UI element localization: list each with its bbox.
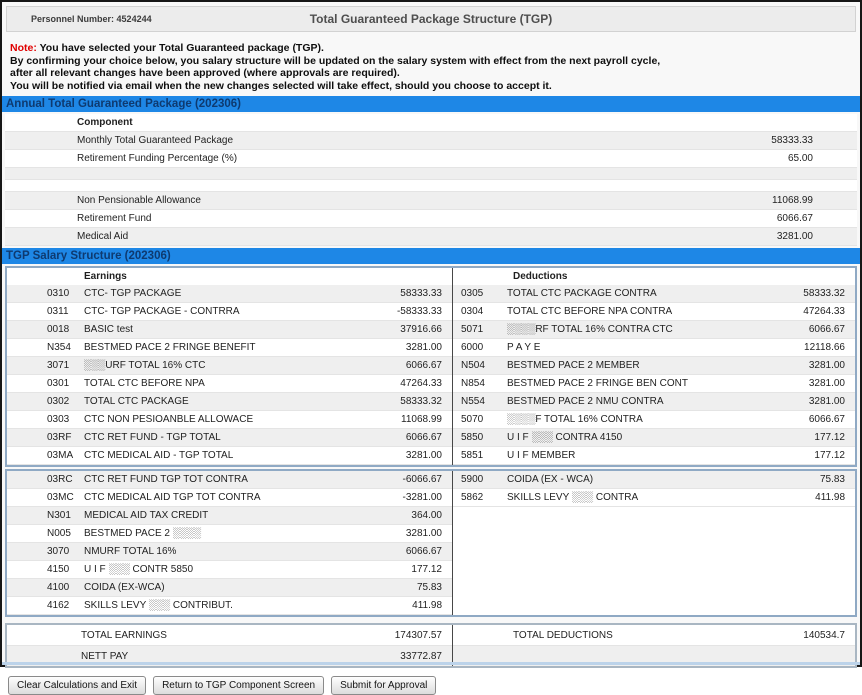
wage-type-label: BESTMED PACE 2 MEMBER xyxy=(507,360,640,371)
wage-type-value: 3281.00 xyxy=(405,342,442,353)
wage-type-code: N504 xyxy=(461,360,485,371)
annual-rows xyxy=(5,132,857,246)
personnel-number-value: 4524244 xyxy=(116,14,152,24)
wage-type-value: 6066.67 xyxy=(405,432,442,443)
wage-type-code: 5900 xyxy=(461,474,484,485)
row-label: Retirement Funding Percentage (%) xyxy=(77,153,238,164)
row-value: 58333.33 xyxy=(771,135,813,146)
wage-type-value: 6066.67 xyxy=(808,414,845,425)
wage-type-value: 58333.32 xyxy=(803,288,845,299)
note-block xyxy=(10,42,860,92)
earnings-column-block-1 xyxy=(7,285,453,465)
table-row xyxy=(453,411,855,429)
table-row xyxy=(5,192,857,210)
wage-type-value: 58333.32 xyxy=(400,396,442,407)
wage-type-value: 411.98 xyxy=(412,600,442,611)
wage-type-code: 4150 xyxy=(47,564,70,575)
table-row xyxy=(7,561,452,579)
wage-type-label: CTC MEDICAL AID - TGP TOTAL xyxy=(84,450,234,461)
table-row xyxy=(7,393,452,411)
table-row xyxy=(7,357,452,375)
table-row xyxy=(5,150,857,168)
wage-type-label: ░░░░F TOTAL 16% CONTRA xyxy=(507,414,643,425)
wage-type-value: 364.00 xyxy=(411,510,442,521)
salary-structure-block-2 xyxy=(5,469,857,617)
wage-type-label: SKILLS LEVY ░░░ CONTRA xyxy=(507,492,639,503)
salary-column-headers xyxy=(7,268,855,285)
table-row xyxy=(7,525,452,543)
wage-type-code: 0303 xyxy=(47,414,70,425)
wage-type-value: 3281.00 xyxy=(405,450,442,461)
row-label: Retirement Fund xyxy=(77,213,152,224)
note-line-4: You will be notified via email when the new changes selected will take effect, should you choose to accept it. xyxy=(10,79,552,92)
table-row xyxy=(7,303,452,321)
wage-type-label: TOTAL CTC BEFORE NPA CONTRA xyxy=(507,306,673,317)
salary-structure-block-1 xyxy=(5,266,857,467)
wage-type-code: 03MA xyxy=(47,450,74,461)
wage-type-code: 0302 xyxy=(47,396,70,407)
table-row xyxy=(7,321,452,339)
wage-type-label: BASIC test xyxy=(84,324,133,335)
wage-type-label: U I F ░░░ CONTR 5850 xyxy=(84,564,194,575)
wage-type-code: N554 xyxy=(461,396,485,407)
wage-type-value: 6066.67 xyxy=(405,360,442,371)
note-line-1-text: You have selected your Total Guaranteed package (TGP). xyxy=(39,42,324,54)
row-value: 11068.99 xyxy=(772,195,813,206)
clear-calculations-and-exit-button[interactable]: Clear Calculations and Exit xyxy=(8,676,146,695)
table-row xyxy=(453,339,855,357)
wage-type-code: 5071 xyxy=(461,324,484,335)
personnel-number xyxy=(31,14,152,24)
total-earnings-row xyxy=(7,625,452,646)
table-row xyxy=(453,375,855,393)
total-deductions-row xyxy=(453,625,855,646)
wage-type-code: 4162 xyxy=(47,600,70,611)
table-row xyxy=(7,375,452,393)
submit-for-approval-button[interactable]: Submit for Approval xyxy=(331,676,436,695)
note-prefix: Note: xyxy=(10,42,37,54)
row-label: Monthly Total Guaranteed Package xyxy=(77,135,234,146)
wage-type-label: CTC MEDICAL AID TGP TOT CONTRA xyxy=(84,492,261,503)
wage-type-code: 5862 xyxy=(461,492,484,503)
table-row xyxy=(7,597,452,615)
wage-type-label: TOTAL CTC PACKAGE xyxy=(84,396,189,407)
table-row xyxy=(7,507,452,525)
table-row xyxy=(7,447,452,465)
table-row xyxy=(453,357,855,375)
table-row xyxy=(5,210,857,228)
wage-type-label: TOTAL CTC BEFORE NPA xyxy=(84,378,205,389)
wage-type-code: 0304 xyxy=(461,306,484,317)
wage-type-label: TOTAL CTC PACKAGE CONTRA xyxy=(507,288,657,299)
wage-type-label: NMURF TOTAL 16% xyxy=(84,546,177,557)
table-row xyxy=(5,228,857,246)
wage-type-label: P A Y E xyxy=(507,342,541,353)
wage-type-code: 5070 xyxy=(461,414,484,425)
wage-type-value: -58333.33 xyxy=(396,306,442,317)
table-row xyxy=(453,285,855,303)
wage-type-code: 5850 xyxy=(461,432,484,443)
page-title: Total Guaranteed Package Structure (TGP) xyxy=(309,12,553,26)
totals-earnings-column xyxy=(7,625,453,666)
wage-type-value: 411.98 xyxy=(815,492,845,503)
deductions-column-block-1 xyxy=(453,285,855,465)
wage-type-value: 3281.00 xyxy=(405,528,442,539)
row-value: 3281.00 xyxy=(776,231,813,242)
wage-type-code: 03MC xyxy=(47,492,74,503)
wage-type-label: CTC- TGP PACKAGE - CONTRRA xyxy=(84,306,240,317)
wage-type-label: U I F MEMBER xyxy=(507,450,576,461)
note-line-1 xyxy=(10,42,860,55)
total-deductions-value: 140534.7 xyxy=(803,629,845,641)
wage-type-value: 75.83 xyxy=(819,474,845,485)
bottom-accent-strip xyxy=(2,662,860,665)
wage-type-value: 37916.66 xyxy=(400,324,442,335)
wage-type-code: 0305 xyxy=(461,288,484,299)
deductions-header: Deductions xyxy=(513,271,568,282)
wage-type-value: 6066.67 xyxy=(405,546,442,557)
table-row xyxy=(453,447,855,465)
earnings-header: Earnings xyxy=(7,268,453,285)
wage-type-code: 0311 xyxy=(47,306,69,317)
table-row xyxy=(453,489,855,507)
return-to-tgp-component-screen-button[interactable]: Return to TGP Component Screen xyxy=(153,676,324,695)
wage-type-value: 3281.00 xyxy=(808,396,845,407)
wage-type-label: COIDA (EX-WCA) xyxy=(84,582,165,593)
wage-type-label: CTC RET FUND TGP TOT CONTRA xyxy=(84,474,248,485)
wage-type-value: -3281.00 xyxy=(402,492,442,503)
wage-type-value: 11068.99 xyxy=(401,414,442,425)
table-row xyxy=(453,471,855,489)
nett-pay-value: 33772.87 xyxy=(400,650,442,662)
personnel-number-label: Personnel Number: xyxy=(31,14,115,24)
wage-type-label: CTC RET FUND - TGP TOTAL xyxy=(84,432,221,443)
wage-type-code: 3070 xyxy=(47,546,70,557)
annual-package-table xyxy=(5,114,857,246)
table-row xyxy=(7,285,452,303)
wage-type-value: -6066.67 xyxy=(402,474,442,485)
table-row xyxy=(7,543,452,561)
totals-deductions-column xyxy=(453,625,855,666)
wage-type-code: N354 xyxy=(47,342,71,353)
wage-type-code: 0301 xyxy=(47,378,70,389)
wage-type-label: CTC NON PESIOANBLE ALLOWACE xyxy=(84,414,254,425)
component-header: Component xyxy=(77,117,133,128)
table-row xyxy=(7,579,452,597)
table-row xyxy=(453,393,855,411)
wage-type-code: 0018 xyxy=(47,324,70,335)
section-header-tgp-salary: TGP Salary Structure (202306) xyxy=(2,248,860,264)
row-value: 65.00 xyxy=(787,153,813,164)
table-row xyxy=(7,471,452,489)
wage-type-value: 177.12 xyxy=(814,432,845,443)
wage-type-label: CTC- TGP PACKAGE xyxy=(84,288,182,299)
table-row xyxy=(453,303,855,321)
wage-type-label: ░░░░RF TOTAL 16% CONTRA CTC xyxy=(507,324,673,335)
wage-type-code: N005 xyxy=(47,528,71,539)
row-label: Medical Aid xyxy=(77,231,129,242)
table-row xyxy=(453,429,855,447)
row-label: Non Pensionable Allowance xyxy=(77,195,201,206)
note-line-2: By confirming your choice below, you salary structure will be updated on the salary system with effect from the next payroll cycle, xyxy=(10,54,661,67)
wage-type-code: 4100 xyxy=(47,582,70,593)
wage-type-code: 03RC xyxy=(47,474,73,485)
row-value: 6066.67 xyxy=(776,213,813,224)
wage-type-value: 58333.33 xyxy=(400,288,442,299)
total-earnings-label: TOTAL EARNINGS xyxy=(81,629,167,641)
deductions-column-block-2 xyxy=(453,471,855,615)
wage-type-code: 5851 xyxy=(461,450,484,461)
table-row xyxy=(7,411,452,429)
total-earnings-value: 174307.57 xyxy=(394,629,442,641)
wage-type-value: 3281.00 xyxy=(808,378,845,389)
action-buttons xyxy=(8,676,860,695)
earnings-column-block-2 xyxy=(7,471,453,615)
wage-type-value: 75.83 xyxy=(416,582,442,593)
wage-type-code: 6000 xyxy=(461,342,484,353)
wage-type-value: 12118.66 xyxy=(804,342,845,353)
wage-type-code: 0310 xyxy=(47,288,70,299)
wage-type-label: SKILLS LEVY ░░░ CONTRIBUT. xyxy=(84,600,233,611)
wage-type-label: BESTMED PACE 2 FRINGE BENEFIT xyxy=(84,342,256,353)
table-row xyxy=(5,168,857,180)
section-header-annual-package: Annual Total Guaranteed Package (202306) xyxy=(2,96,860,112)
table-row xyxy=(5,180,857,192)
table-row xyxy=(7,339,452,357)
nett-pay-label: NETT PAY xyxy=(81,650,129,662)
component-header-row xyxy=(5,114,857,132)
wage-type-value: 177.12 xyxy=(814,450,845,461)
wage-type-code: N301 xyxy=(47,510,71,521)
wage-type-value: 177.12 xyxy=(411,564,442,575)
wage-type-label: BESTMED PACE 2 FRINGE BEN CONT xyxy=(507,378,688,389)
wage-type-label: U I F ░░░ CONTRA 4150 xyxy=(507,432,623,443)
wage-type-label: COIDA (EX - WCA) xyxy=(507,474,594,485)
header-bar xyxy=(6,6,856,32)
table-row xyxy=(7,429,452,447)
wage-type-code: N854 xyxy=(461,378,485,389)
wage-type-label: BESTMED PACE 2 ░░░░ xyxy=(84,528,202,539)
wage-type-value: 47264.33 xyxy=(400,378,442,389)
table-row xyxy=(5,132,857,150)
wage-type-value: 3281.00 xyxy=(808,360,845,371)
wage-type-value: 6066.67 xyxy=(808,324,845,335)
wage-type-code: 3071 xyxy=(47,360,70,371)
wage-type-label: MEDICAL AID TAX CREDIT xyxy=(84,510,209,521)
table-row xyxy=(7,489,452,507)
wage-type-value: 47264.33 xyxy=(803,306,845,317)
wage-type-label: ░░░URF TOTAL 16% CTC xyxy=(84,360,206,371)
total-deductions-label: TOTAL DEDUCTIONS xyxy=(513,629,613,641)
wage-type-label: BESTMED PACE 2 NMU CONTRA xyxy=(507,396,664,407)
wage-type-code: 03RF xyxy=(47,432,72,443)
table-row xyxy=(453,321,855,339)
note-line-3: after all relevant changes have been approved (where approvals are required). xyxy=(10,67,400,79)
